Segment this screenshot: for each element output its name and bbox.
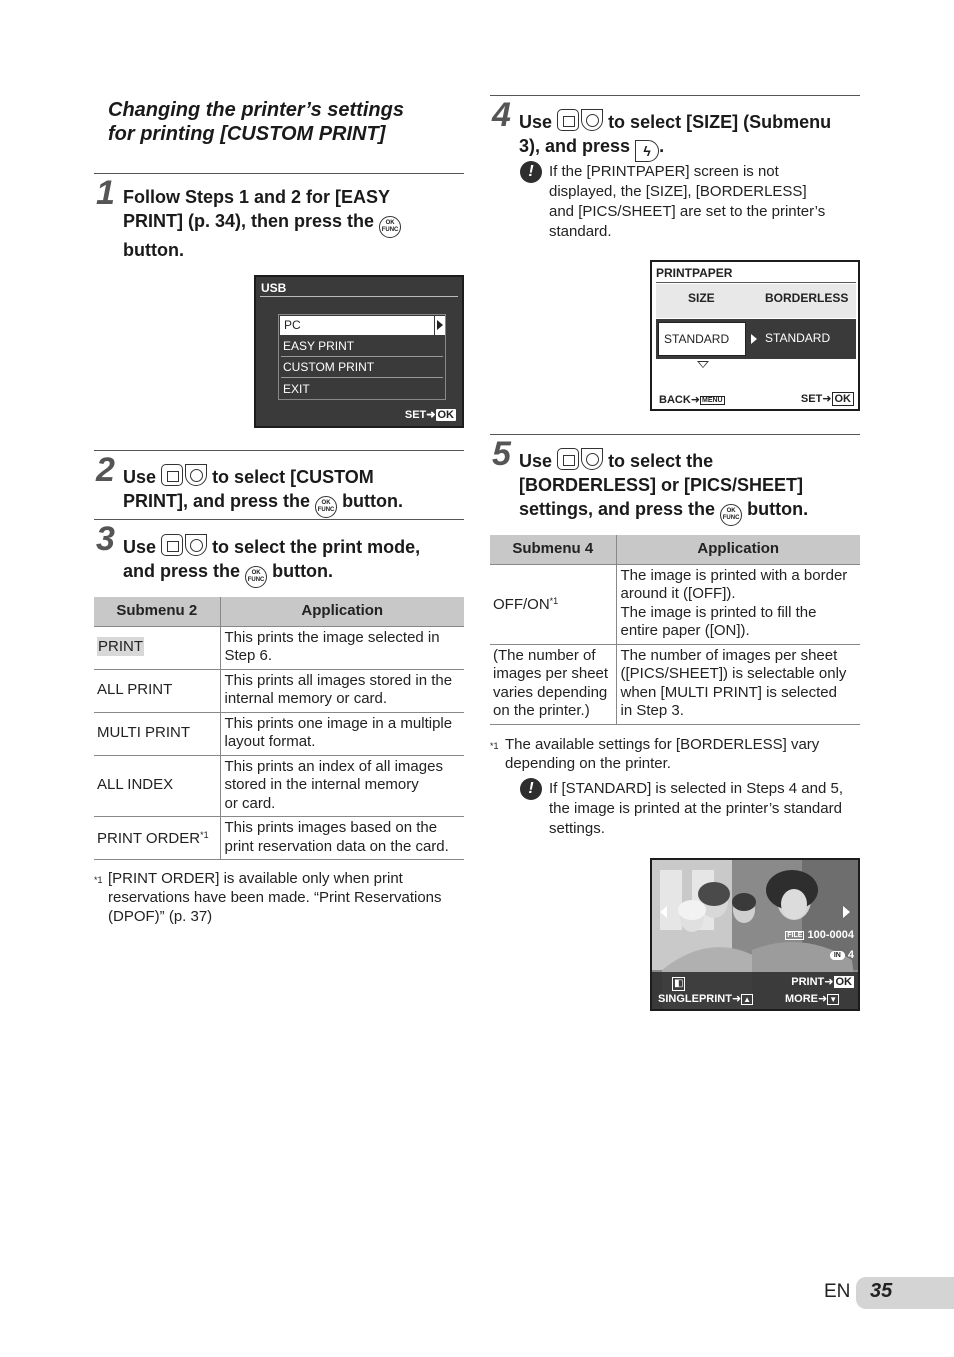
table-header: Application: [220, 597, 464, 626]
step2-line1-wrap: [123, 462, 463, 489]
step5-line2: [BORDERLESS] or [PICS/SHEET]: [519, 475, 804, 495]
language-label: EN: [824, 1281, 851, 1302]
step5-line1-wrap: [519, 446, 864, 473]
cell-line: This prints an index of all images: [224, 757, 443, 775]
table-cell: ALL PRINT: [94, 669, 220, 712]
note-line: standard.: [549, 223, 612, 240]
note-line: and [PICS/SHEET] are set to the printer’s: [549, 203, 826, 220]
print-ok: [791, 976, 854, 989]
cell-line: The image is printed to fill the: [620, 603, 817, 621]
file-number: [785, 929, 854, 942]
table-cell: [220, 712, 464, 755]
borderless-value[interactable]: STANDARD: [765, 331, 831, 345]
more: [785, 993, 839, 1006]
table-cell: ALL INDEX: [94, 755, 220, 817]
printpaper-title: PRINTPAPER: [656, 266, 733, 280]
table-cell: [490, 644, 616, 724]
section-title-line2: for printing [CUSTOM PRINT]: [108, 123, 386, 145]
page-number-tab: [856, 1277, 954, 1309]
step5-line3b: button.: [747, 499, 809, 519]
step4-line1a: Use: [519, 112, 553, 132]
usb-menu-item-easy-print[interactable]: EASY PRINT: [283, 339, 355, 353]
step4-line1-wrap: [519, 107, 864, 134]
arrow-icon: ➜: [818, 993, 828, 1005]
arrow-icon: ➜: [824, 976, 834, 988]
page-number: 35: [870, 1280, 893, 1302]
step3-instruction: [123, 532, 463, 588]
cell-line: on the printer.): [493, 702, 590, 719]
note5-text: [549, 779, 861, 839]
cell-line: The image is printed with a border: [620, 566, 848, 584]
ok-func-button-icon: OK FUNC: [379, 216, 401, 238]
step2-instruction: [123, 462, 463, 518]
cell-line: entire paper ([ON]).: [620, 622, 750, 639]
footnote-2: [490, 735, 860, 773]
up-down-buttons-icon: [557, 446, 603, 472]
singleprint: [658, 993, 753, 1006]
back-label: BACK: [659, 394, 691, 406]
section-title-line1: Changing the printer’s settings: [108, 99, 404, 121]
cell-line: layout format.: [224, 733, 316, 750]
table-row: [490, 644, 860, 724]
print-label: PRINT: [791, 976, 825, 988]
step4-line2-wrap: [519, 134, 864, 162]
step3-line2-wrap: [123, 559, 463, 588]
highlight-print: PRINT: [98, 637, 143, 655]
table-cell: [220, 669, 464, 712]
flash-button-icon: ϟ: [635, 140, 659, 162]
step3-line1b: to select the print mode,: [212, 537, 421, 557]
arrow-right-icon: [751, 334, 757, 344]
arrow-icon: ➜: [426, 409, 436, 421]
set-label: SET: [404, 409, 427, 421]
usb-screen: [254, 275, 464, 428]
table-cell: [94, 817, 220, 860]
step5-number: 5: [492, 435, 511, 473]
printpaper-screen: [650, 260, 860, 411]
table-header-row: [490, 535, 860, 564]
cell-line: This prints one image in a multiple: [224, 714, 453, 732]
table-cell: [220, 755, 464, 817]
step3-number: 3: [96, 520, 115, 558]
usb-selector-arrow: [435, 316, 445, 335]
arrow-right-icon: [437, 320, 443, 330]
step2-number: 2: [96, 451, 115, 489]
note-line: If the [PRINTPAPER] screen is not: [549, 163, 779, 180]
up-down-buttons-icon: [161, 532, 207, 558]
step5-line1a: Use: [519, 451, 553, 471]
cell-line: internal memory or card.: [224, 690, 388, 707]
step2-line2-wrap: [123, 489, 463, 518]
table-cell: MULTI PRINT: [94, 712, 220, 755]
more-label: MORE: [785, 993, 818, 1005]
cell-line: around it ([OFF]).: [620, 585, 736, 602]
usb-menu-sep: [281, 377, 443, 378]
step4-number: 4: [492, 96, 511, 134]
set-label: SET: [800, 393, 823, 405]
singleprint-label: SINGLEPRINT: [658, 993, 732, 1005]
usb-menu-item-pc[interactable]: PC: [280, 316, 434, 335]
footnote-line: (DPOF)” (p. 37): [108, 908, 213, 925]
table-header: Application: [616, 535, 860, 564]
table-cell: [490, 564, 616, 644]
step3-line1-wrap: [123, 532, 463, 559]
cell-line: varies depending: [493, 683, 608, 701]
usb-menu-item-custom-print[interactable]: CUSTOM PRINT: [283, 360, 375, 374]
table-row: [490, 564, 860, 644]
table-row: [94, 669, 464, 712]
note-line: settings.: [549, 820, 605, 837]
step4-divider: [490, 95, 860, 96]
section-title: [94, 98, 464, 150]
step5-line1b: to select the: [608, 451, 714, 471]
table-cell: [220, 626, 464, 669]
note4-text: [549, 162, 859, 242]
up-down-buttons-icon: [161, 462, 207, 488]
cell-line: (The number of: [493, 646, 596, 664]
table-cell: [94, 626, 220, 669]
step4-line1b: to select [SIZE] (Submenu: [608, 112, 832, 132]
footnote-ref: *1: [549, 596, 559, 607]
back-menu: [659, 394, 725, 407]
step5-line3-wrap: [519, 497, 864, 526]
cell-line: This prints images based on the: [224, 819, 438, 836]
cell-line: in Step 3.: [620, 702, 684, 719]
usb-title-rule: [260, 296, 458, 297]
usb-menu: [278, 314, 446, 400]
ok-badge: OK: [437, 409, 454, 421]
table-cell: [220, 817, 464, 860]
ok-func-button-icon: OK FUNC: [315, 496, 337, 518]
file-icon: FILE: [787, 932, 803, 939]
cell-line: images per sheet: [493, 665, 609, 682]
note-line: displayed, the [SIZE], [BORDERLESS]: [549, 183, 807, 200]
arrow-left-icon[interactable]: [660, 906, 667, 918]
step1-line3: button.: [123, 240, 184, 260]
arrow-right-icon[interactable]: [843, 906, 850, 918]
step4-line2a: 3), and press: [519, 136, 631, 156]
step2-line2b: button.: [342, 491, 404, 511]
col-borderless: BORDERLESS: [765, 291, 849, 305]
table-row: [94, 626, 464, 669]
table-header: Submenu 4: [490, 535, 616, 564]
size-value-selected[interactable]: STANDARD: [658, 322, 746, 356]
internal-memory-icon: IN: [830, 951, 845, 960]
cell-line: Step 6.: [224, 647, 273, 664]
table-cell: [616, 644, 860, 724]
note-line: If [STANDARD] is selected in Steps 4 and 5,: [549, 780, 844, 797]
table-header: Submenu 2: [94, 597, 220, 626]
cell-line: when [MULTI PRINT] is selected: [620, 683, 837, 701]
table-row: [94, 755, 464, 817]
set-ok: [801, 393, 854, 406]
step5-divider: [490, 434, 860, 435]
arrow-icon: ➜: [822, 393, 832, 405]
submenu4-table: [490, 535, 860, 725]
col-size: SIZE: [688, 291, 715, 305]
cell-line: stored in the internal memory: [224, 776, 419, 793]
step2-divider: [94, 450, 464, 451]
usb-menu-item-exit[interactable]: EXIT: [283, 382, 310, 396]
chevron-down-icon-inner: [699, 362, 707, 367]
step5-line3a: settings, and press the: [519, 499, 716, 519]
file-number-text: 100-0004: [807, 929, 854, 941]
table-cell: [616, 564, 860, 644]
arrow-icon: ➜: [690, 394, 700, 406]
footnote-1: [94, 869, 464, 926]
step2-line1b: to select [CUSTOM: [212, 467, 374, 487]
step1-number: 1: [96, 174, 115, 212]
cell-line: This prints the image selected in: [224, 628, 440, 646]
footnote-mark: *1: [94, 875, 103, 885]
footnote-body: [94, 869, 464, 926]
footnote-line: depending on the printer.: [505, 755, 671, 772]
ok-badge: OK: [835, 976, 852, 988]
cell-line: print reservation data on the card.: [224, 837, 449, 855]
cell-line: or card.: [224, 794, 276, 812]
memory-count: [830, 949, 854, 962]
usb-menu-sep: [281, 356, 443, 357]
cell-name: OFF/ON: [493, 596, 550, 614]
cell-line: ([PICS/SHEET]) is selectable only: [620, 665, 847, 682]
table-row: [94, 712, 464, 755]
table-row: [94, 817, 464, 860]
step1-line1: Follow Steps 1 and 2 for [EASY: [123, 187, 391, 207]
step1-line2: PRINT] (p. 34), then press the: [123, 211, 375, 231]
step3-line2b: button.: [272, 561, 334, 581]
printpaper-title-rule: [656, 282, 856, 283]
down-button-icon: ▼: [829, 995, 838, 1004]
step4-line2b: .: [659, 136, 665, 156]
step5-instruction: [519, 446, 864, 526]
ok-func-button-icon: OK FUNC: [245, 566, 267, 588]
step4-instruction: [519, 107, 864, 162]
step1-line2-wrap: [123, 209, 463, 238]
stop-icon: ◧: [674, 978, 684, 989]
cell-line: The number of images per sheet: [620, 646, 838, 664]
footnote-body: [490, 735, 860, 773]
step3-line2a: and press the: [123, 561, 241, 581]
caution-icon: !: [520, 161, 542, 183]
footnote-line: reservations have been made. “Print Reservations: [108, 889, 442, 906]
footnote-line: [PRINT ORDER] is available only when print: [108, 870, 403, 887]
step2-line2a: PRINT], and press the: [123, 491, 311, 511]
footnote-ref: *1: [200, 830, 209, 841]
up-button-icon: ▲: [743, 995, 752, 1004]
usb-set-ok: [405, 409, 456, 422]
ok-func-button-icon: OK FUNC: [720, 504, 742, 526]
menu-badge: MENU: [702, 397, 723, 404]
table-header-row: [94, 597, 464, 626]
ok-badge: OK: [832, 392, 855, 406]
step3-divider: [94, 519, 464, 520]
arrow-icon: ➜: [731, 993, 742, 1005]
step1-divider: [94, 173, 464, 174]
image-count: 4: [847, 949, 854, 961]
note-line: the image is printed at the printer’s standard: [549, 800, 842, 817]
footnote-mark: *1: [490, 741, 499, 751]
cell-name: PRINT ORDER: [97, 830, 201, 848]
footnote-line: The available settings for [BORDERLESS] vary: [505, 736, 820, 753]
cell-line: This prints all images stored in the: [224, 671, 453, 689]
usb-screen-title: USB: [261, 281, 287, 295]
photo-screen: [650, 858, 860, 1011]
step1-instruction: [123, 185, 463, 262]
submenu2-table: [94, 597, 464, 860]
up-down-buttons-icon: [557, 107, 603, 133]
caution-icon: !: [520, 778, 542, 800]
step3-line1a: Use: [123, 537, 157, 557]
step2-line1a: Use: [123, 467, 157, 487]
